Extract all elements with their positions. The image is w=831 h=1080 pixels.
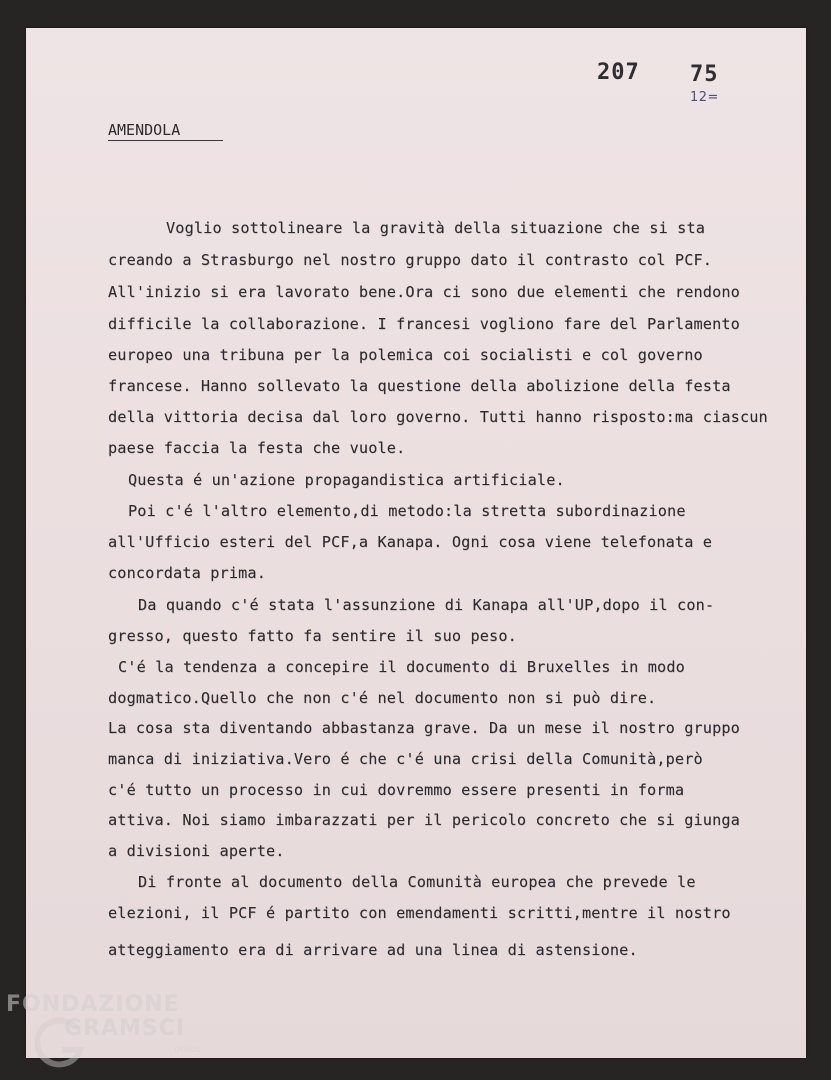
text-line: concordata prima. [108, 564, 266, 582]
text-line: all'Ufficio esteri del PCF,a Kanapa. Ogni cosa viene telefonata e [108, 533, 713, 551]
page-number-handwritten: 12= [690, 90, 719, 105]
text-line: atteggiamento era di arrivare ad una linea di astensione. [108, 941, 638, 959]
watermark-line1: FONDAZIONE [6, 992, 180, 1017]
text-line: attiva. Noi siamo imbarazzati per il pericolo concreto che si giunga [108, 811, 740, 829]
text-line: All'inizio si era lavorato bene.Ora ci sono due elementi che rendono [108, 283, 740, 301]
speaker-heading: AMENDOLA [108, 121, 223, 141]
text-line: Questa é un'azione propagandistica artificiale. [128, 471, 565, 489]
text-line: dogmatico.Quello che non c'é nel documento non si può dire. [108, 689, 657, 707]
text-line: della vittoria decisa dal loro governo. Tutti hanno risposto:ma ciascun [108, 408, 768, 426]
text-line: creando a Strasburgo nel nostro gruppo dato il contrasto col PCF. [108, 251, 713, 269]
text-line: C'é la tendenza a concepire il documento di Bruxelles in modo [118, 658, 685, 676]
text-line: c'é tutto un processo in cui dovremmo essere presenti in forma [108, 781, 685, 799]
text-line: Da quando c'é stata l'assunzione di Kanapa all'UP,dopo il con- [138, 596, 715, 614]
text-line: elezioni, il PCF é partito con emendamenti scritti,mentre il nostro [108, 904, 731, 922]
page-number-typed-left: 207 [597, 60, 640, 85]
text-line: difficile la collaborazione. I francesi vogliono fare del Parlamento [108, 315, 740, 333]
watermark-line2: GRAMSCI [64, 1016, 186, 1041]
text-line: Voglio sottolineare la gravità della situazione che si sta [166, 219, 706, 237]
text-line: Di fronte al documento della Comunità europea che prevede le [138, 873, 696, 891]
text-line: francese. Hanno sollevato la questione della abolizione della festa [108, 377, 731, 395]
text-line: gresso, questo fatto fa sentire il suo peso. [108, 627, 517, 645]
text-line: paese faccia la festa che vuole. [108, 439, 406, 457]
text-line: Poi c'é l'altro elemento,di metodo:la stretta subordinazione [128, 502, 686, 520]
fondazione-gramsci-watermark [2, 986, 222, 1076]
text-line: a divisioni aperte. [108, 842, 285, 860]
text-line: manca di iniziativa.Vero é che c'é una crisi della Comunità,però [108, 750, 703, 768]
watermark-suffix: onlus [174, 1044, 201, 1055]
text-line: La cosa sta diventando abbastanza grave. Da un mese il nostro gruppo [108, 719, 740, 737]
text-line: europeo una tribuna per la polemica coi socialisti e col governo [108, 346, 703, 364]
page-number-typed-right: 75 [690, 62, 719, 87]
